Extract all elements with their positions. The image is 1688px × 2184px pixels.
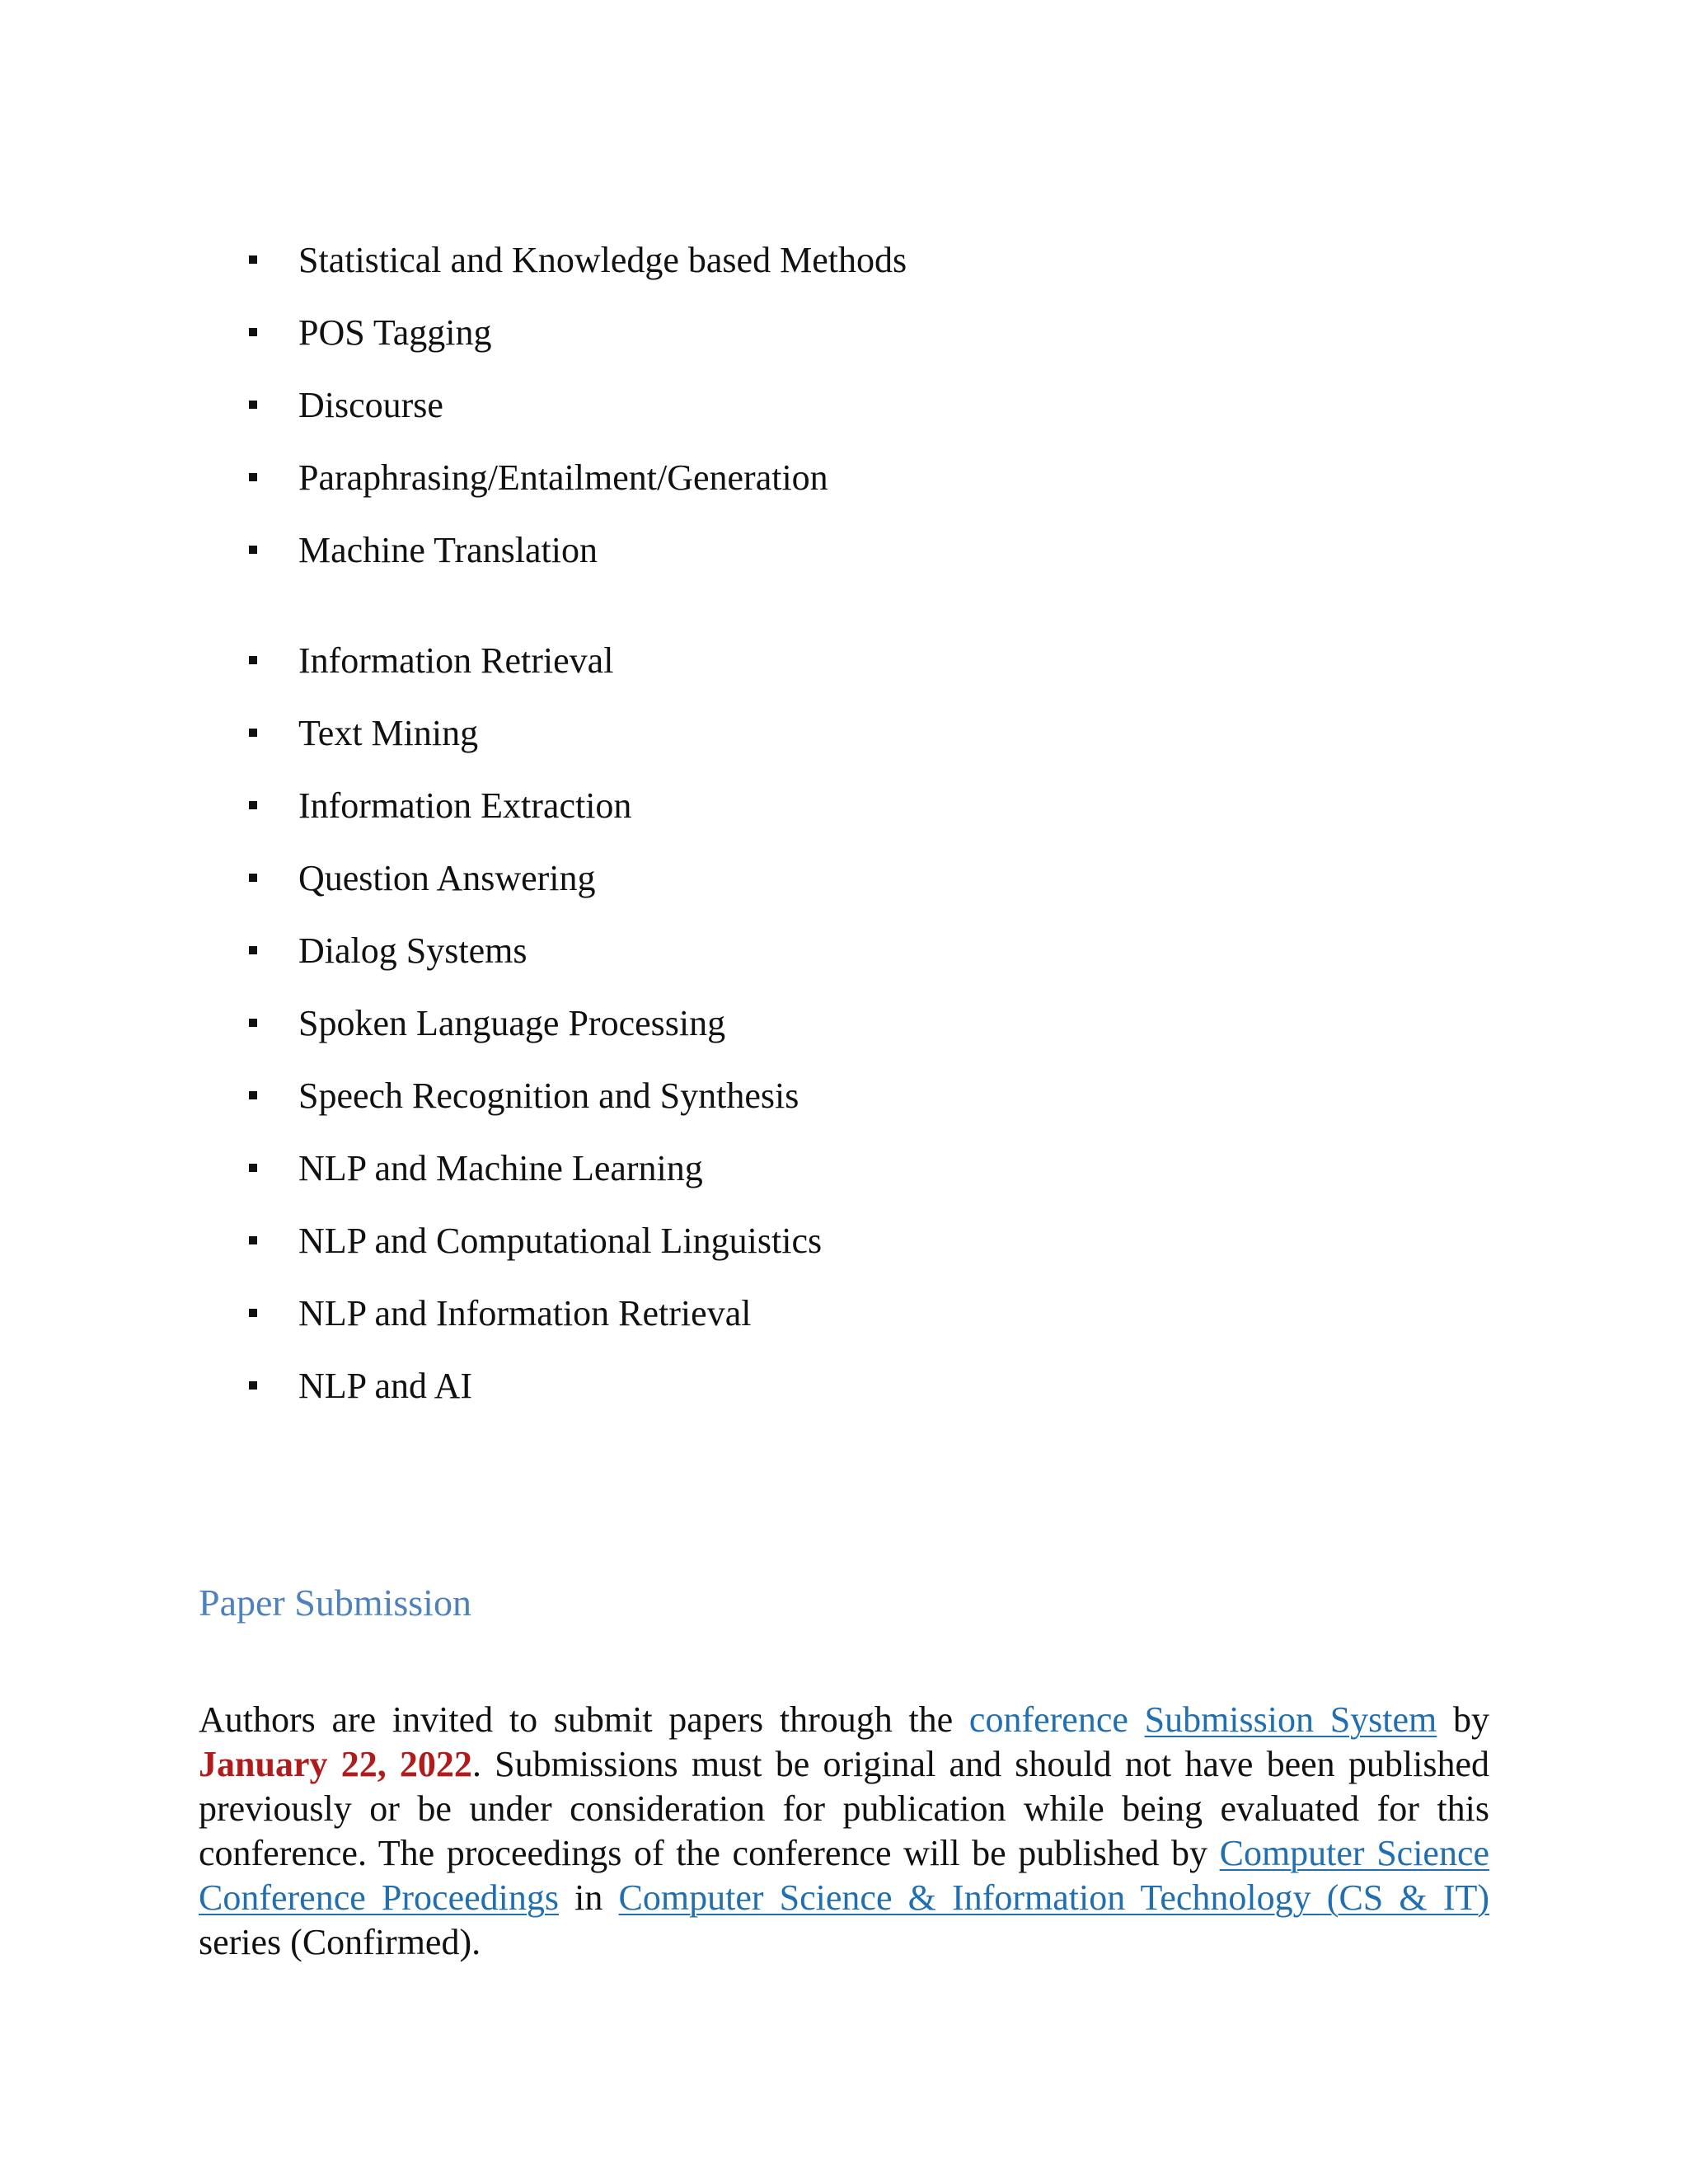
square-bullet-icon <box>249 1164 257 1172</box>
topic-label: NLP and AI <box>298 1366 473 1406</box>
square-bullet-icon <box>249 656 257 664</box>
topic-item <box>247 442 1484 514</box>
topic-label: Question Answering <box>298 858 596 898</box>
submission-paragraph <box>199 1698 1489 1965</box>
topic-item <box>247 1277 1484 1350</box>
square-bullet-icon <box>249 1236 257 1244</box>
topic-label: Speech Recognition and Synthesis <box>298 1076 799 1116</box>
topic-label: Spoken Language Processing <box>298 1003 726 1043</box>
conference-proceedings-link[interactable]: Computer Science Conference Proceedings <box>199 1833 1490 1918</box>
square-bullet-icon <box>249 1091 257 1099</box>
topic-label: POS Tagging <box>298 312 492 353</box>
topic-label: Text Mining <box>298 713 479 753</box>
square-bullet-icon <box>249 255 257 264</box>
topic-item <box>247 625 1484 697</box>
by-text: by <box>1437 1699 1489 1740</box>
topic-label: Dialog Systems <box>298 930 528 971</box>
conference-word: conference <box>968 1699 1128 1740</box>
submission-intro-text: Authors are invited to submit papers through the <box>199 1699 969 1740</box>
topic-item <box>247 1132 1484 1205</box>
topic-item <box>247 369 1484 442</box>
topic-label: NLP and Machine Learning <box>298 1148 703 1188</box>
submission-deadline: January 22, 2022 <box>199 1744 472 1784</box>
square-bullet-icon <box>249 328 257 336</box>
topic-item <box>247 1205 1484 1277</box>
topic-label: Information Retrieval <box>298 640 614 681</box>
topic-label: NLP and Computational Linguistics <box>298 1221 823 1261</box>
series-closing-text: series (Confirmed). <box>199 1922 481 1962</box>
topic-item <box>247 915 1484 987</box>
topic-list <box>247 224 1484 1422</box>
submission-requirements-text: . Submissions must be original and should not have been published previously or be under consideration for publication while being evaluated for this conference. The proceedings of the conference will be published by <box>199 1744 1489 1873</box>
square-bullet-icon <box>249 473 257 481</box>
topic-item <box>247 514 1484 587</box>
topic-label: Information Extraction <box>298 785 632 826</box>
square-bullet-icon <box>249 401 257 409</box>
square-bullet-icon <box>249 1381 257 1390</box>
topic-label: Machine Translation <box>298 530 598 570</box>
topic-item <box>247 697 1484 770</box>
square-bullet-icon <box>249 801 257 809</box>
submission-system-link[interactable]: Submission System <box>1144 1699 1437 1740</box>
topic-item <box>247 987 1484 1060</box>
topic-label: Discourse <box>298 385 443 425</box>
in-text: in <box>559 1877 619 1918</box>
square-bullet-icon <box>249 1019 257 1027</box>
square-bullet-icon <box>249 1309 257 1317</box>
topic-item <box>247 224 1484 297</box>
topic-label: NLP and Information Retrieval <box>298 1293 752 1333</box>
topic-item <box>247 297 1484 369</box>
topic-item <box>247 1350 1484 1422</box>
topic-label: Statistical and Knowledge based Methods <box>298 240 907 280</box>
topic-item <box>247 770 1484 842</box>
square-bullet-icon <box>249 946 257 954</box>
paper-submission-heading: Paper Submission <box>199 1582 471 1624</box>
square-bullet-icon <box>249 729 257 737</box>
topic-item <box>247 1060 1484 1132</box>
square-bullet-icon <box>249 874 257 882</box>
square-bullet-icon <box>249 546 257 554</box>
cs-it-series-link[interactable]: Computer Science & Information Technology (CS & IT) <box>618 1877 1489 1918</box>
topic-item <box>247 842 1484 915</box>
topic-label: Paraphrasing/Entailment/Generation <box>298 457 828 498</box>
